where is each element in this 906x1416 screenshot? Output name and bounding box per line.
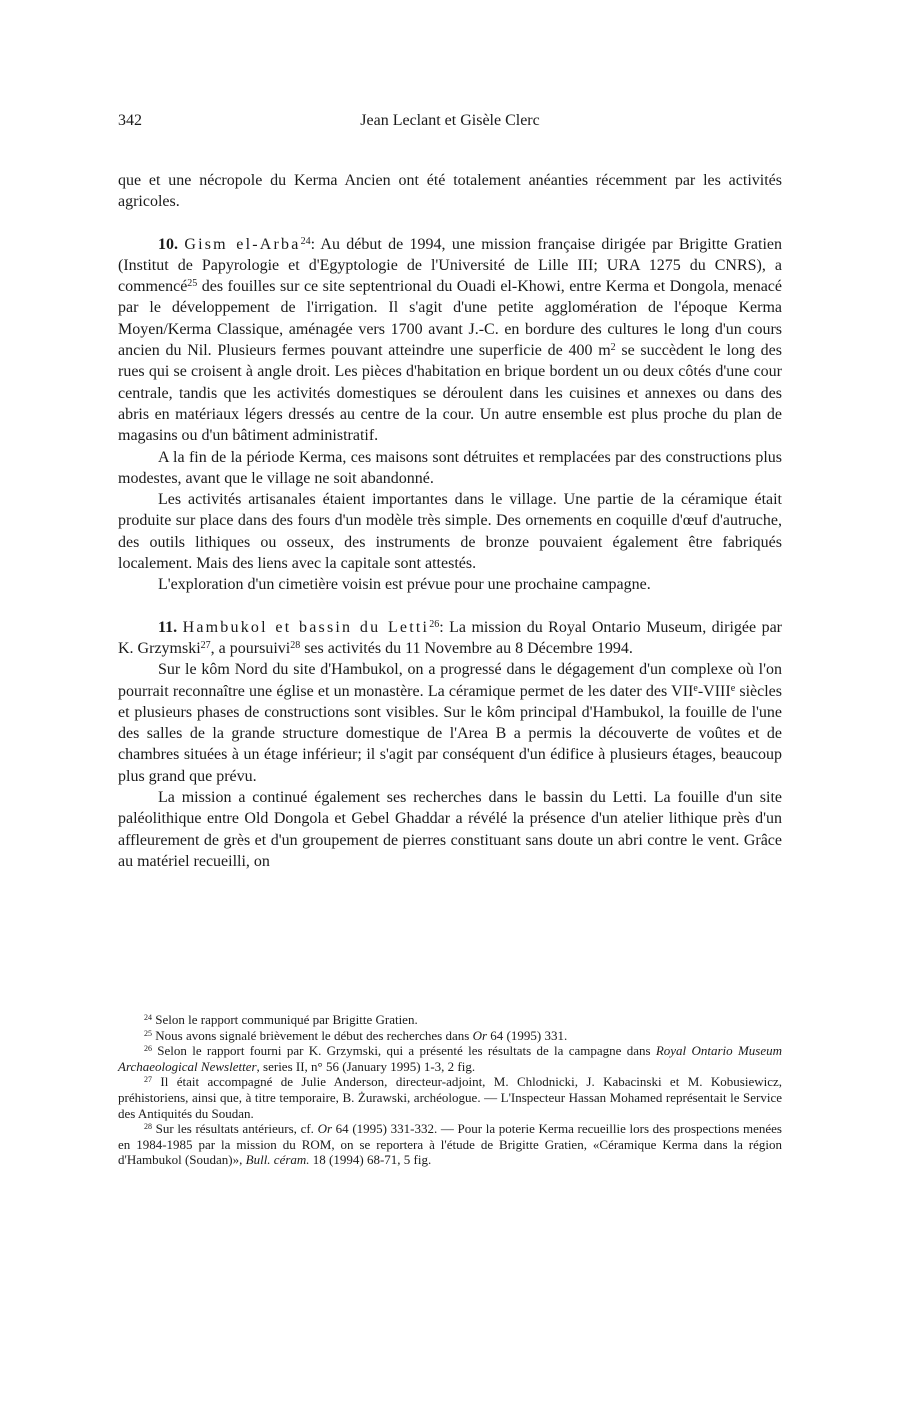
paragraph-continuation: que et une nécropole du Kerma Ancien ont été totalement anéanties récemment par les activités agricoles. [118, 172, 782, 211]
paragraph: Les activités artisanales étaient importantes dans le village. Une partie de la céramique était produite sur place dans des fours d'un modèle très simple. Des ornements en coquille d'œuf d'autruche, des outils lithiques ou osseux, des instruments de bronze pouvaient également être fabriqués localement. Mais des liens avec la capitale sont attestés. [118, 491, 782, 573]
footnote-number: 26 [144, 1044, 152, 1054]
footnote-26 [118, 1043, 782, 1074]
footnote-27 [118, 1074, 782, 1121]
footnote-28 [118, 1121, 782, 1168]
paragraph: La mission a continué également ses recherches dans le bassin du Letti. La fouille d'un site paléolithique entre Old Dongola et Gebel Ghaddar a révélé la présence d'un atelier lithique près d'un affleurement de grès et d'un groupement de pierres constituant sans doute un abri contre le vent. Grâce au matériel recueilli, on [118, 789, 782, 870]
paragraph-text: se succèdent le long des rues qui se croisent à angle droit. Les pièces d'habitation en brique bordent un ou deux côtés d'une cour centrale, tandis que les activités domestiques se déroulent dans les cuisines et annexes ou dans des abris en matériaux légers dressés au centre de la cour. Un autre ensemble est plus proche du plan de magasins ou d'un bâtiment administratif. [118, 342, 782, 445]
running-head: Jean Leclant et Gisèle Clerc [360, 112, 540, 129]
footnote-ref: 24 [300, 235, 311, 247]
section-title: Gism el-Arba [184, 235, 301, 253]
footnote-number: 28 [144, 1122, 152, 1132]
section-number: 11. [158, 618, 178, 636]
footnote-text: 64 (1995) 331-332. — Pour la poterie Kerma recueillie lors des prospections menées en 1984-1985 par la mission du ROM, on se reportera à l'étude de Brigitte Gratien, «Céramique Kerma dans la région d'Hambukol (Soudan)», [118, 1121, 782, 1168]
paragraph-text: Sur le kôm Nord du site d'Hambukol, on a progressé dans le dégagement d'un complexe où l'on pourrait reconnaître une église et un monastère. La céramique permet de les dater des VII [118, 661, 782, 700]
footnote-ref: 25 [187, 278, 198, 290]
paragraph-text: siècles et plusieurs phases de constructions sont visibles. Sur le kôm principal d'Hambukol, la fouille de l'une des salles de la grande structure domestique de l'Area B a permis la découverte de voûtes et de chambres situées à un étage inférieur; il s'agit par conséquent d'un édifice à plusieurs étages, beaucoup plus grand que prévu. [118, 682, 783, 785]
footnote-25 [118, 1028, 782, 1044]
section-number: 10. [158, 235, 178, 253]
journal-title: Or [472, 1027, 488, 1043]
section-title: Hambukol et bassin du Letti [182, 618, 430, 636]
footnote-text: Il était accompagné de Julie Anderson, directeur-adjoint, M. Chlodnicki, J. Kabacinski et M. Kobusiewicz, préhistoriens, ainsi que, à titre temporaire, B. Żurawski, archéologue. — L'Inspecteur Hassan Mohamed représentait le Service des Antiquités du Soudan. [118, 1074, 782, 1121]
footnotes [118, 1012, 782, 1168]
main-text [118, 170, 782, 872]
section-10-paragraph [118, 234, 782, 447]
paragraph-text: : Au début de 1994, une mission française dirigée par Brigitte Gratien (Institut de Papyrologie et d'Egyptologie de l'Université de Lille III; URA 1275 du CNRS), a commencé [118, 235, 783, 296]
page-number: 342 [118, 112, 142, 129]
footnote-text: 18 (1994) 68-71, 5 fig. [309, 1152, 432, 1168]
superscript: e [693, 682, 698, 694]
journal-title: Or [317, 1121, 333, 1137]
page [118, 112, 782, 872]
footnote-text: 64 (1995) 331. [487, 1027, 568, 1043]
paragraph [118, 659, 782, 787]
page-header [118, 112, 782, 142]
paragraph-text: ses activités du 11 Novembre au 8 Décembre 1994. [300, 639, 633, 657]
journal-title: Royal Ontario Museum Archaeological Newsletter [118, 1043, 782, 1074]
footnote-number: 24 [144, 1013, 152, 1022]
superscript: e [730, 682, 736, 694]
paragraph-text: , a poursuivi [210, 639, 291, 657]
footnote-number: 27 [144, 1075, 152, 1085]
footnote-text: Sur les résultats antérieurs, cf. [152, 1121, 318, 1137]
footnote-text: Selon le rapport communiqué par Brigitte Gratien. [152, 1012, 418, 1027]
section-11-paragraph [118, 617, 782, 660]
footnote-text: , series II, n° 56 (January 1995) 1-3, 2 fig. [256, 1058, 476, 1074]
journal-title: Bull. céram. [245, 1152, 310, 1168]
footnote-text: Selon le rapport fourni par K. Grzymski, qui a présenté les résultats de la campagne dans [152, 1043, 656, 1059]
footnote-ref: 27 [200, 639, 211, 651]
footnote-number: 25 [144, 1028, 152, 1038]
footnote-ref: 26 [429, 618, 440, 630]
footnote-ref: 28 [290, 639, 301, 651]
paragraph-text: -VIII [697, 682, 731, 700]
paragraph-text: : La mission du Royal Ontario Museum, dirigée par K. Grzymski [118, 618, 782, 657]
paragraph: A la fin de la période Kerma, ces maisons sont détruites et remplacées par des constructions plus modestes, avant que le village ne soit abandonné. [118, 448, 782, 487]
paragraph: L'exploration d'un cimetière voisin est prévue pour une prochaine campagne. [158, 576, 651, 594]
superscript: 2 [610, 342, 616, 354]
footnote-text: Nous avons signalé brièvement le début des recherches dans [152, 1027, 473, 1043]
paragraph-text: des fouilles sur ce site septentrional du Ouadi el-Khowi, entre Kerma et Dongola, menacé par le développement de l'irrigation. Il s'agit d'une petite agglomération de l'époque Kerma Moyen/Kerma Classique, aménagée vers 1700 avant J.-C. en bordure des cultures le long d'un cours ancien du Nil. Plusieurs fermes pouvant atteindre une superficie de 400 m [118, 278, 782, 360]
footnote-24 [118, 1012, 782, 1028]
